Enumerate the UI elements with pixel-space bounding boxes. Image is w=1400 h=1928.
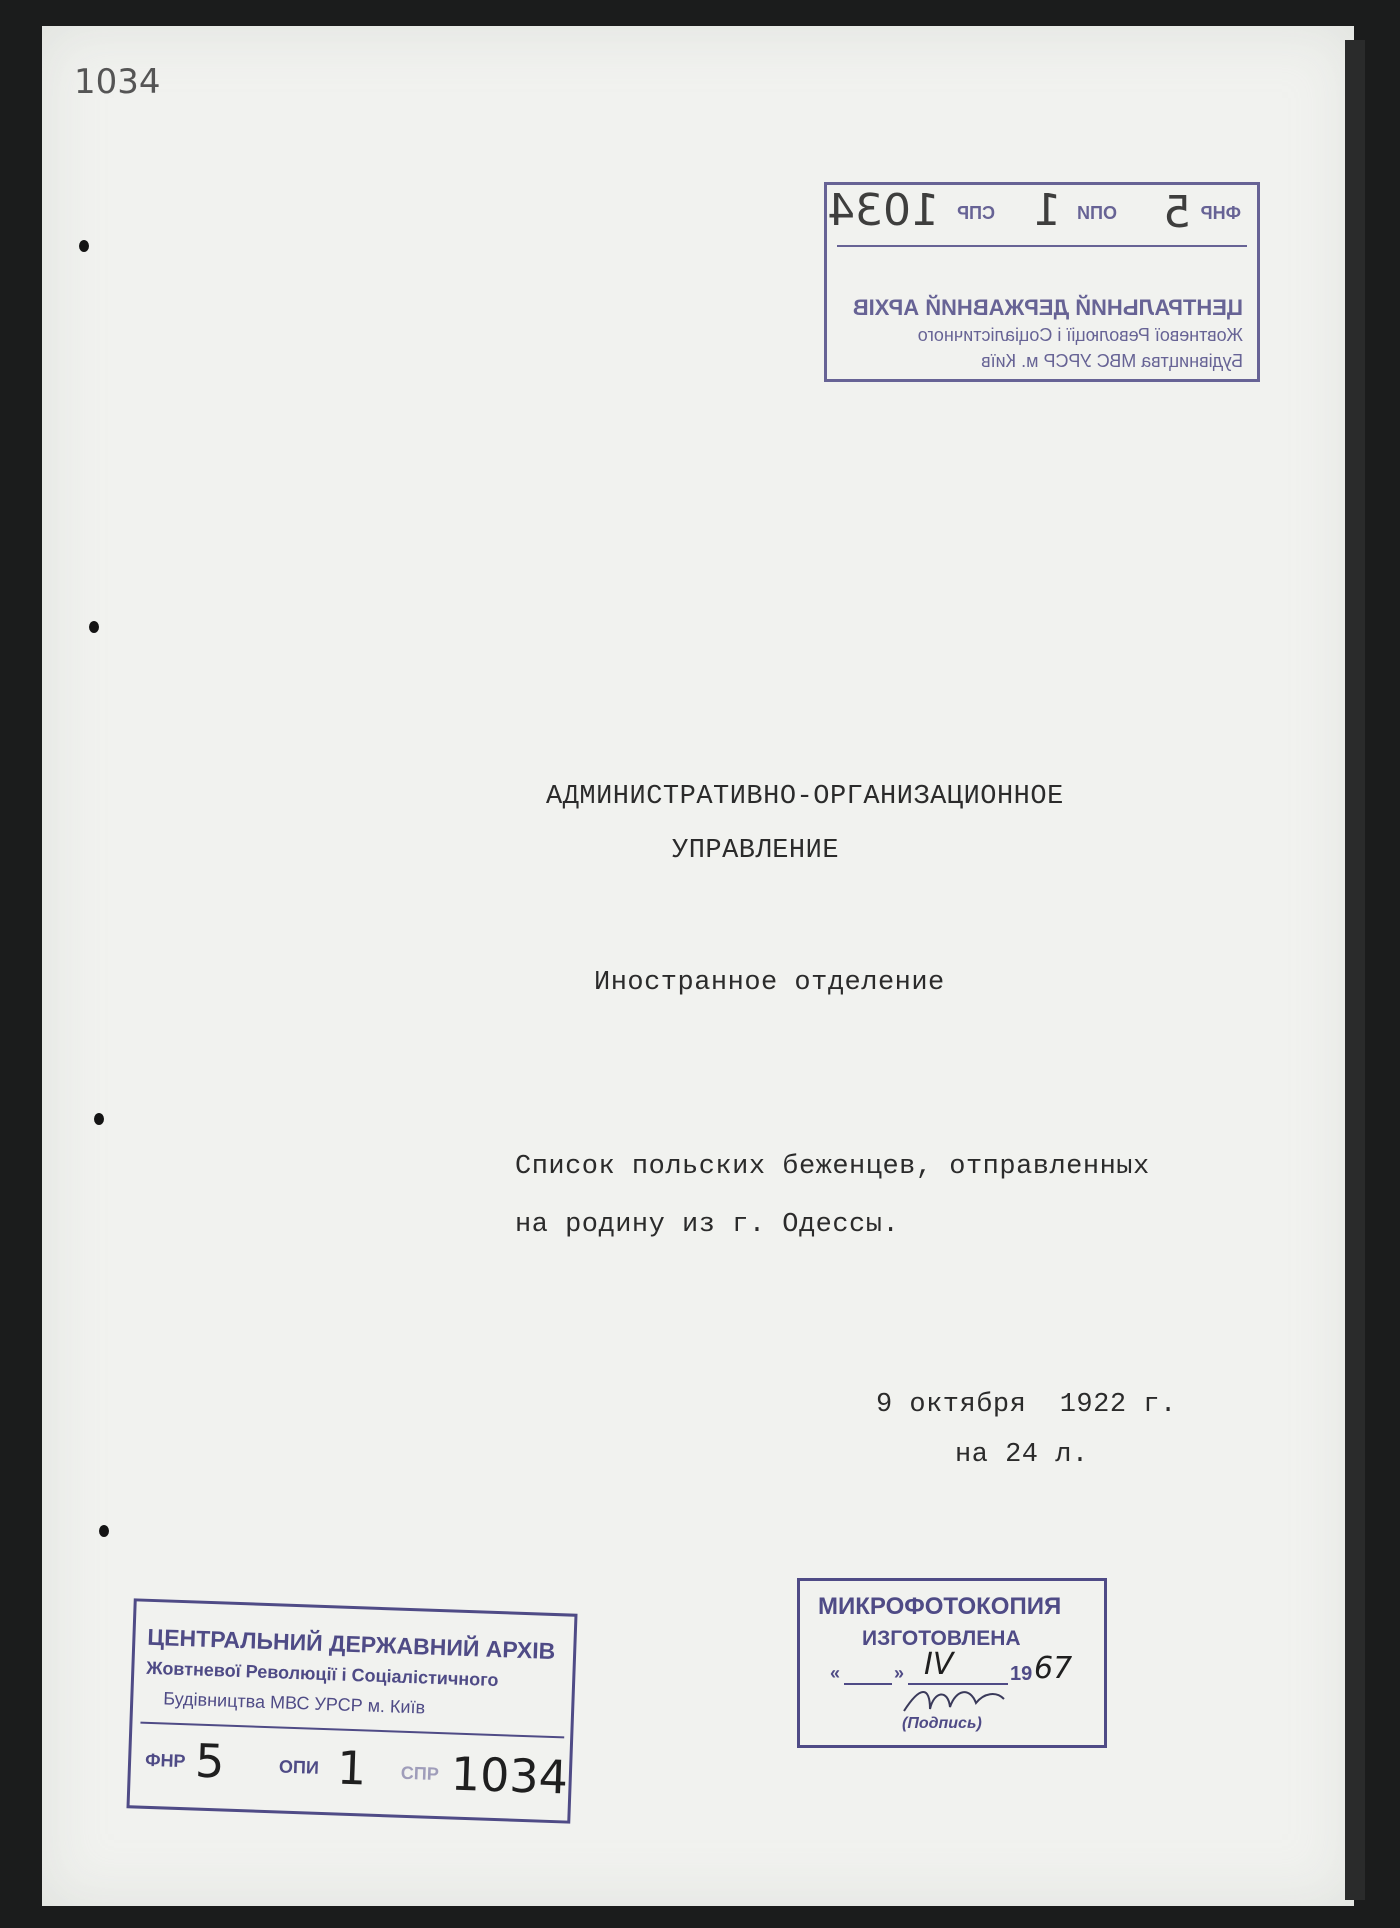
fond-label: ФНР xyxy=(144,1749,186,1772)
year-value: 67 xyxy=(1034,1651,1073,1686)
opis-value: 1 xyxy=(336,1740,368,1796)
archive-stamp-line2: Жовтневої Революції і Соціалістичного xyxy=(146,1657,499,1691)
document-date: 9 октября 1922 г. xyxy=(876,1390,1177,1420)
archive-stamp-line3: Будівництва МВС УРСР м. Київ xyxy=(162,1688,426,1718)
department-name: Иностранное отделение xyxy=(594,968,945,998)
microfilm-stamp-line1: МИКРОФОТОКОПИЯ xyxy=(818,1593,1062,1620)
mirrored-stamp-line2: Жовтневої Революції і Соціалістичного xyxy=(917,325,1243,345)
mirrored-stamp-line3: Будівництва МВС УРСР м. Київ xyxy=(981,351,1243,371)
sprava-label: СПР xyxy=(400,1762,440,1785)
mirrored-stamp-fond-label: ФНР xyxy=(1200,203,1241,223)
date-open-quote: « xyxy=(830,1663,841,1683)
date-close-quote: » xyxy=(894,1663,905,1683)
archive-stamp-line1: ЦЕНТРАЛЬНИЙ ДЕРЖАВНИЙ АРХІВ xyxy=(147,1623,556,1665)
mirrored-stamp-line1: ЦЕНТРАЛЬНИЙ ДЕРЖАВНИЙ АРХІВ xyxy=(852,295,1243,320)
mirrored-stamp-opis-label: ОПИ xyxy=(1077,203,1117,223)
year-prefix: 19 xyxy=(1010,1663,1033,1685)
mirrored-stamp-opis-value: 1 xyxy=(1033,185,1061,236)
signature-label: (Подпись) xyxy=(902,1715,982,1732)
opis-label: ОПИ xyxy=(278,1756,320,1778)
punch-hole xyxy=(94,1113,104,1125)
page-edge xyxy=(1345,40,1365,1900)
title-line2: на родину из г. Одессы. xyxy=(515,1210,900,1240)
microfilm-stamp xyxy=(797,1578,1107,1748)
microfilm-stamp-line2: ИЗГОТОВЛЕНА xyxy=(862,1627,1021,1650)
heading-line1: АДМИНИСТРАТИВНО-ОРГАНИЗАЦИОННОЕ xyxy=(546,782,1064,812)
month-value: IV xyxy=(924,1647,954,1682)
mirrored-stamp-fond-value: 5 xyxy=(1163,187,1191,238)
mirrored-stamp-sprava-value: 1034 xyxy=(827,185,939,236)
heading-line2: УПРАВЛЕНИЕ xyxy=(672,836,840,866)
mirrored-stamp-sprava-label: СПР xyxy=(957,203,995,223)
punch-hole xyxy=(79,240,89,252)
punch-hole xyxy=(89,621,99,633)
title-line1: Список польских беженцев, отправленных xyxy=(515,1152,1150,1182)
punch-hole xyxy=(99,1525,109,1537)
sprava-value: 1034 xyxy=(449,1746,569,1805)
handwritten-page-number: 1034 xyxy=(74,62,161,102)
archive-stamp xyxy=(126,1598,577,1823)
sheet-count: на 24 л. xyxy=(955,1440,1089,1470)
mirrored-stamp-rule xyxy=(837,245,1247,247)
mirrored-archive-stamp xyxy=(824,182,1260,382)
day-blank xyxy=(844,1683,892,1685)
fond-value: 5 xyxy=(194,1733,226,1789)
